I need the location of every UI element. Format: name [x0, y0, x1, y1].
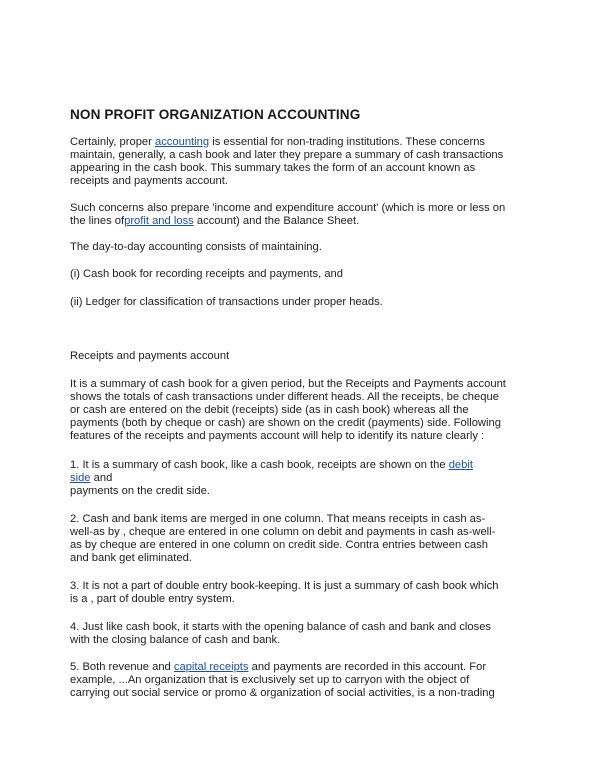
paragraph-text: the lines of [70, 215, 125, 227]
paragraph-statements [70, 202, 540, 228]
paragraph-text: well-as by , cheque are entered in one column on debit and payments in cash as-well- [70, 526, 496, 538]
page-title: NON PROFIT ORGANIZATION ACCOUNTING [70, 107, 361, 122]
paragraph-text: as by cheque are entered in one column on credit side. Contra entries between cash [70, 539, 488, 551]
feature-item-3 [70, 580, 540, 606]
list-item-ledger: (ii) Ledger for classification of transactions under proper heads. [70, 296, 383, 308]
paragraph-text: payments (both by cheque or cash) are shown on the credit (payments) side. Following [70, 417, 501, 429]
link-debit-side[interactable]: debit [448, 459, 473, 471]
paragraph-text: carrying out social service or promo & organization of social activities, is a non-trading [70, 687, 495, 699]
paragraph-text: appearing in the cash book. This summary takes the form of an account known as [70, 162, 476, 174]
paragraph-text: It is a summary of cash book for a given period, but the Receipts and Payments account [70, 378, 506, 390]
feature-item-4 [70, 621, 540, 647]
paragraph-text: 2. Cash and bank items are merged in one column. That means receipts in cash as- [70, 513, 486, 525]
paragraph-text: 3. It is not a part of double entry book-keeping. It is just a summary of cash book which [70, 580, 499, 592]
paragraph-text: is a , part of double entry system. [70, 593, 235, 605]
link-debit-side[interactable]: side [70, 472, 91, 484]
paragraph-text: payments on the credit side. [70, 485, 210, 497]
paragraph-intro [70, 136, 540, 188]
paragraph-text: or cash are entered on the debit (receipts) side (as in cash book) whereas all the [70, 404, 469, 416]
feature-item-1 [70, 459, 540, 498]
paragraph-text: 4. Just like cash book, it starts with the opening balance of cash and bank and closes [70, 621, 492, 633]
paragraph-text: with the closing balance of cash and bank. [70, 634, 281, 646]
feature-item-2 [70, 513, 540, 565]
paragraph-summary [70, 378, 540, 443]
link-accounting[interactable]: accounting [154, 136, 210, 148]
list-item-cash-book: (i) Cash book for recording receipts and payments, and [70, 268, 343, 280]
paragraph-text: account) and the Balance Sheet. [193, 215, 360, 227]
paragraph-text: example, ...An organization that is exclusively set up to carryon with the object of [70, 674, 470, 686]
paragraph-text: maintain, generally, a cash book and later they prepare a summary of cash transactions [70, 149, 504, 161]
paragraph-text: and bank get eliminated. [70, 552, 192, 564]
paragraph-day-to-day: The day-to-day accounting consists of maintaining. [70, 241, 322, 253]
link-profit-and-loss[interactable]: profit and loss [124, 215, 194, 227]
paragraph-text: 1. It is a summary of cash book, like a cash book, receipts are shown on the [70, 459, 449, 471]
feature-item-5 [70, 661, 540, 700]
section-heading: Receipts and payments account [70, 350, 230, 362]
paragraph-text: is essential for non-trading institutions. These concerns [209, 136, 486, 148]
paragraph-text: features of the receipts and payments account will help to identify its nature clearly : [70, 430, 485, 442]
paragraph-text: and payments are recorded in this account. For [248, 661, 487, 673]
paragraph-text: shows the totals of cash transactions under different heads. All the receipts, be cheque [70, 391, 499, 403]
paragraph-text: receipts and payments account. [70, 175, 228, 187]
paragraph-text: and [90, 472, 113, 484]
link-capital-receipts[interactable]: capital receipts [173, 661, 249, 673]
paragraph-text: Certainly, proper [70, 136, 155, 148]
paragraph-text: Such concerns also prepare 'income and expenditure account' (which is more or less on [70, 202, 506, 214]
paragraph-text: 5. Both revenue and [70, 661, 174, 673]
